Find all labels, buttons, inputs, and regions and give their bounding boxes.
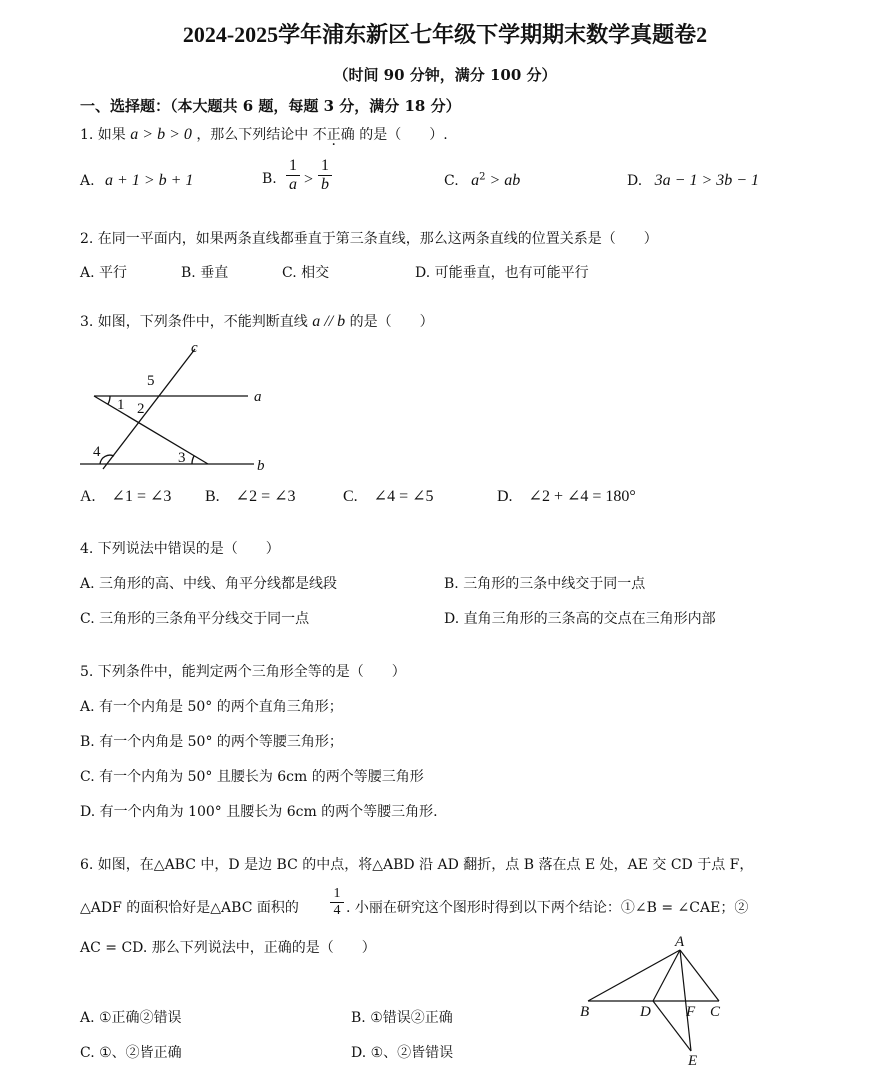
q3-stem-suffix: 的是（ ） [349, 314, 434, 330]
label-C: C [710, 1004, 721, 1020]
q2-option-c[interactable]: C. 相交 [282, 265, 330, 281]
q5-option-d[interactable]: D. 有一个内角为 100° 且腰长为 6cm 的两个等腰三角形. [80, 804, 438, 820]
label-1: 1 [117, 397, 125, 413]
q1-option-b-label: B. [262, 171, 277, 187]
q4-option-a[interactable]: A. 三角形的高、中线、角平分线都是线段 [80, 576, 338, 592]
label-A: A [675, 934, 685, 950]
q6-option-a[interactable]: A. ①正确②错误 [80, 1010, 182, 1026]
q4-option-c[interactable]: C. 三角形的三条角平分线交于同一点 [80, 611, 310, 627]
q6-figure [576, 930, 726, 1070]
q3-option-d[interactable]: D. ∠2 + ∠4 = 180° [497, 488, 636, 505]
page-subtitle: （时间 90 分钟，满分 100 分） [333, 66, 557, 84]
q6-fraction [330, 886, 344, 919]
label-5: 5 [147, 373, 155, 389]
q1-option-c-base: a [471, 172, 480, 189]
label-a: a [254, 389, 262, 405]
q3-stem-prefix: 3. 如图，下列条件中，不能判断直线 [80, 314, 308, 330]
q6-line-3: AC = CD. 那么下列说法中，正确的是（ ） [80, 940, 376, 956]
label-2: 2 [137, 401, 145, 417]
q5-stem: 5. 下列条件中，能判定两个三角形全等的是（ ） [80, 664, 406, 680]
q1-option-a[interactable] [80, 171, 193, 190]
q3-figure [70, 332, 290, 482]
q6-frac-num: 1 [333, 886, 341, 901]
q6-option-c[interactable]: C. ①、②皆正确 [80, 1045, 182, 1061]
label-E: E [688, 1053, 698, 1069]
q1-option-a-label: A. [80, 173, 95, 189]
label-3: 3 [178, 450, 186, 466]
segment-ac [680, 950, 719, 1001]
q6-frac-den: 4 [330, 902, 344, 919]
q1-stem-mid: ，那么下列结论中 [196, 127, 309, 143]
q1-option-b-frac2 [318, 157, 332, 194]
q1-option-b-frac1 [286, 157, 300, 194]
q1-option-d-text: 3a − 1 > 3b − 1 [654, 172, 760, 189]
label-c: c [191, 340, 198, 356]
q1-stem-prefix: 1. 如果 [80, 127, 126, 143]
angle-arc-1 [108, 396, 110, 404]
q1-option-d[interactable] [627, 171, 759, 190]
q1-stem-condition: a > b > 0 [130, 126, 192, 143]
q1-option-c-rest: > ab [485, 172, 521, 189]
page-title: 2024-2025学年浦东新区七年级下学期期末数学真题卷2 [182, 22, 708, 47]
q6-option-b[interactable]: B. ①错误②正确 [351, 1010, 453, 1026]
q5-option-c[interactable]: C. 有一个内角为 50° 且腰长为 6cm 的两个等腰三角形 [80, 769, 424, 785]
q1-option-d-label: D. [627, 173, 643, 189]
q2-option-d[interactable]: D. 可能垂直，也有可能平行 [415, 265, 589, 281]
q2-option-b[interactable]: B. 垂直 [181, 265, 229, 281]
q5-option-a[interactable]: A. 有一个内角是 50° 的两个直角三角形； [80, 699, 343, 715]
q2-stem: 2. 在同一平面内，如果两条直线都垂直于第三条直线，那么这两条直线的位置关系是（ ） [80, 231, 658, 247]
q6-option-d[interactable]: D. ①、②皆错误 [351, 1045, 454, 1061]
q6-line-1: 6. 如图，在△ABC 中，D 是边 BC 的中点，将△ABD 沿 AD 翻折，点 B 落在点 E 处，AE 交 CD 于点 F， [80, 857, 754, 873]
q5-option-b[interactable]: B. 有一个内角是 50° 的两个等腰三角形； [80, 734, 343, 750]
label-D: D [640, 1004, 651, 1020]
q6-line-2-prefix: △ADF 的面积恰好是△ABC 面积的 [80, 900, 299, 916]
q3-option-b[interactable]: B. ∠2 = ∠3 [205, 488, 296, 505]
q3-option-a[interactable]: A. ∠1 = ∠3 [80, 488, 172, 505]
q1-option-a-text: a + 1 > b + 1 [105, 172, 194, 189]
q6-line-2-suffix: . 小丽在研究这个图形时得到以下两个结论：①∠B = ∠CAE；② [346, 900, 749, 916]
angle-arc-3 [192, 456, 194, 464]
q1-option-b-num2: 1 [321, 157, 329, 174]
q1-stem-suffix: 的是（ ）. [359, 127, 448, 143]
q3-stem [80, 312, 434, 331]
q1-stem-emphasis: 不正确 [312, 127, 355, 143]
q4-stem: 4. 下列说法中错误的是（ ） [80, 541, 280, 557]
q1-option-c-exp: 2 [479, 171, 486, 183]
q1-option-b-den2: b [318, 175, 332, 194]
q4-option-b[interactable]: B. 三角形的三条中线交于同一点 [444, 576, 646, 592]
label-b: b [257, 458, 265, 474]
q3-stem-math: a // b [312, 313, 346, 330]
q1-option-b-den1: a [286, 175, 300, 194]
q1-stem [80, 125, 448, 144]
q1-option-c[interactable] [444, 171, 520, 190]
q1-option-b-num1: 1 [289, 157, 297, 174]
label-4: 4 [93, 444, 101, 460]
label-F: F [686, 1004, 696, 1020]
q1-option-c-label: C. [444, 173, 459, 189]
q4-option-d[interactable]: D. 直角三角形的三条高的交点在三角形内部 [444, 611, 716, 627]
q1-option-b-op: > [304, 171, 314, 188]
section-heading: 一、选择题：（本大题共 6 题，每题 3 分，满分 18 分） [80, 97, 461, 115]
label-B: B [580, 1004, 590, 1020]
q2-option-a[interactable]: A. 平行 [80, 265, 128, 281]
q3-option-c[interactable]: C. ∠4 = ∠5 [343, 488, 434, 505]
